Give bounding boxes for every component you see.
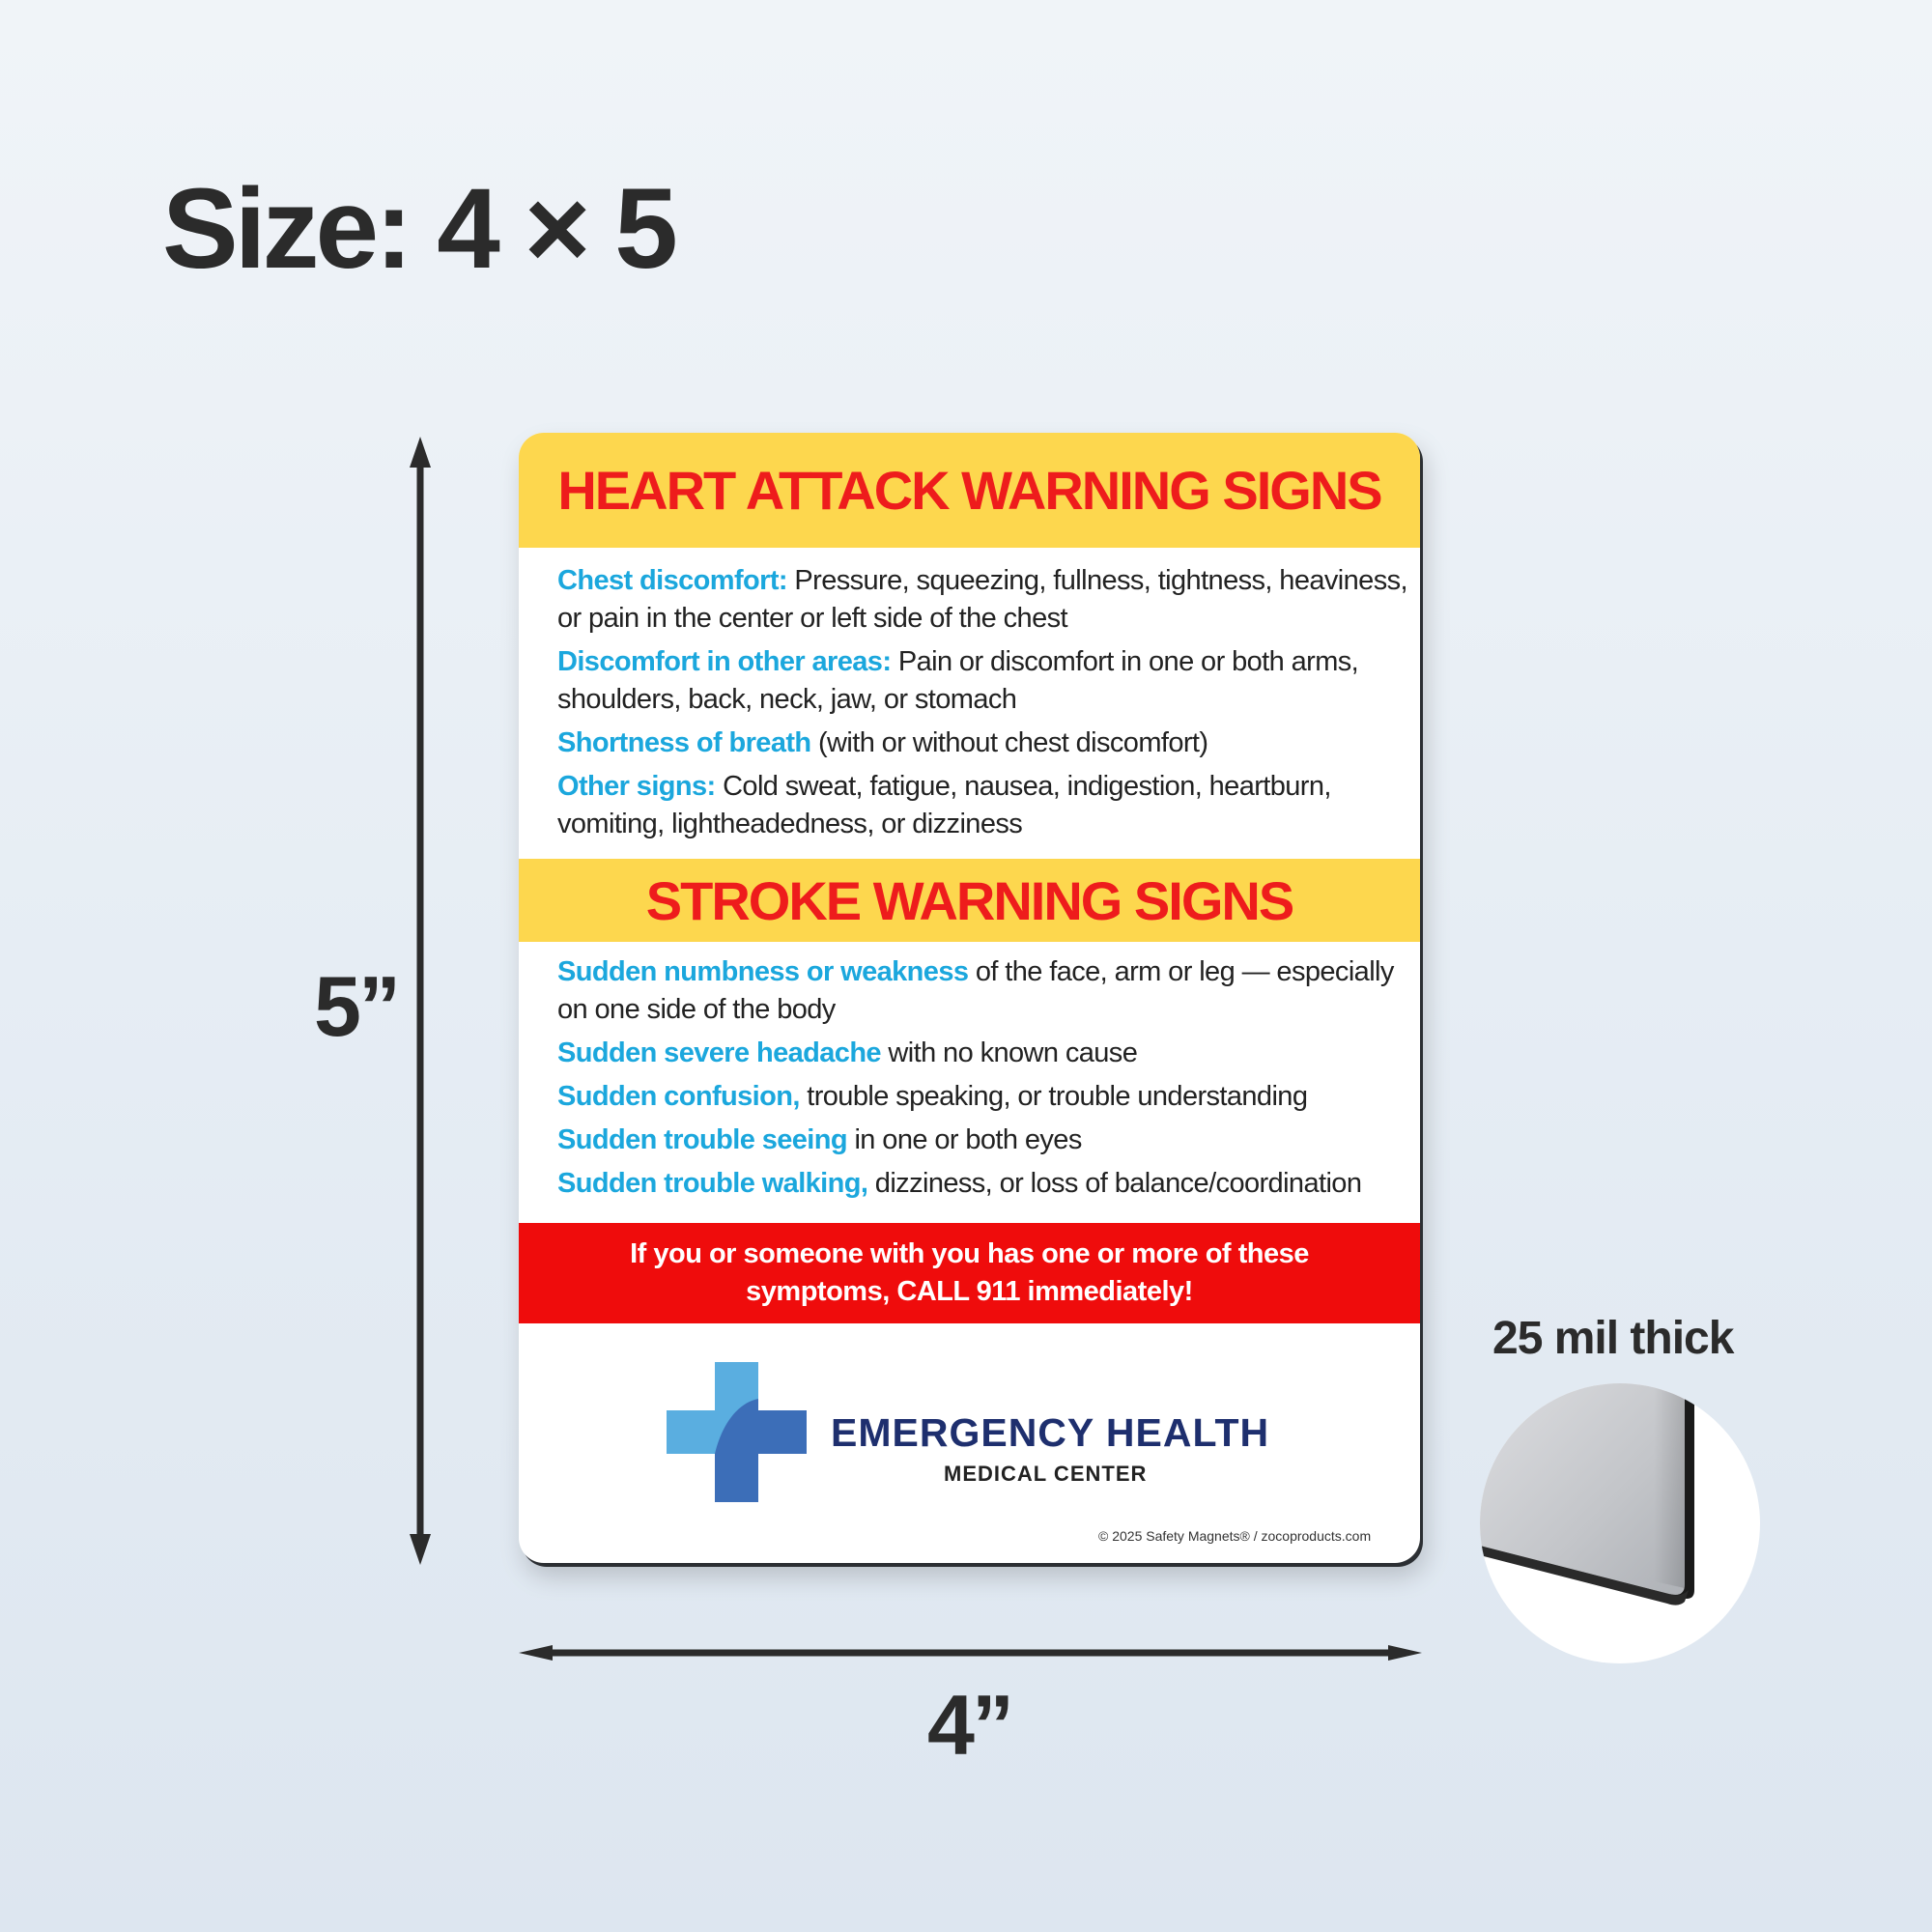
thickness-label: 25 mil thick bbox=[1492, 1313, 1734, 1364]
width-label: 4” bbox=[927, 1677, 1011, 1773]
width-arrow-icon bbox=[519, 1645, 1422, 1661]
size-title: Size: 4 × 5 bbox=[162, 165, 674, 293]
magnet-edge-icon bbox=[1480, 1383, 1760, 1663]
call-911-text: If you or someone with you has one or more of these symptoms, CALL 911 immediately! bbox=[630, 1238, 1309, 1307]
brand-subtitle: MEDICAL CENTER bbox=[944, 1462, 1148, 1486]
list-item: Other signs: Cold sweat, fatigue, nausea, indigestion, heartburn, vomiting, lightheadedness, or dizziness bbox=[557, 771, 1331, 839]
copyright-text: © 2025 Safety Magnets® / zocoproducts.com bbox=[1098, 1528, 1372, 1544]
height-label: 5” bbox=[314, 958, 398, 1054]
medical-cross-icon bbox=[667, 1362, 807, 1502]
list-item: Chest discomfort: Pressure, squeezing, fullness, tightness, heaviness, or pain in the center or left side of the chest bbox=[557, 565, 1407, 634]
stroke-title: STROKE WARNING SIGNS bbox=[645, 869, 1293, 931]
list-item: Discomfort in other areas: Pain or discomfort in one or both arms, shoulders, back, neck, jaw, or stomach bbox=[557, 646, 1359, 715]
brand-name: EMERGENCY HEALTH bbox=[831, 1410, 1270, 1455]
height-arrow-icon bbox=[410, 437, 431, 1565]
list-item: Sudden trouble walking, dizziness, or loss of balance/coordination bbox=[557, 1168, 1362, 1199]
heart-attack-header bbox=[519, 433, 1420, 548]
list-item: Sudden numbness or weakness of the face, arm or leg — especially on one side of the body bbox=[557, 956, 1394, 1025]
list-item: Sudden severe headache with no known cause bbox=[557, 1037, 1138, 1068]
warning-signs-magnet bbox=[519, 433, 1420, 1563]
list-item: Sudden trouble seeing in one or both eyes bbox=[557, 1124, 1082, 1155]
thickness-detail bbox=[1480, 1383, 1760, 1663]
list-item: Sudden confusion, trouble speaking, or trouble understanding bbox=[557, 1081, 1308, 1112]
call-911-banner bbox=[519, 1223, 1420, 1323]
stroke-header bbox=[519, 859, 1420, 942]
stroke-list bbox=[557, 953, 1407, 1203]
heart-attack-list bbox=[557, 562, 1407, 843]
heart-attack-title: HEART ATTACK WARNING SIGNS bbox=[557, 460, 1381, 521]
list-item: Shortness of breath (with or without chest discomfort) bbox=[557, 727, 1208, 758]
